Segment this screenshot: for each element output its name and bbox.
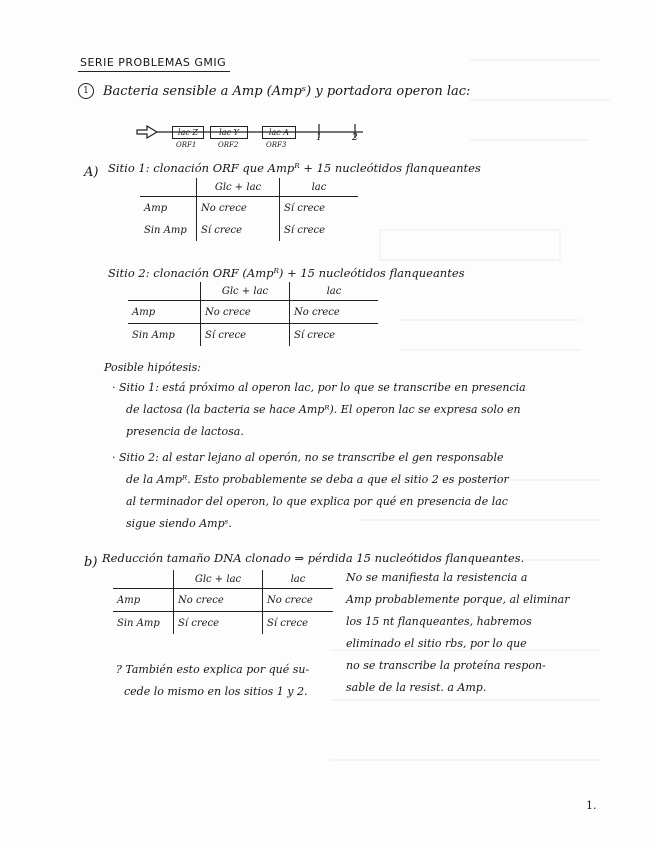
table-cell: No crece: [263, 589, 334, 612]
hyp2-line-3: al terminador del operon, lo que explica por qué en presencia de lac: [126, 495, 508, 508]
problem-number-badge: 1: [78, 83, 94, 99]
table-row: [128, 301, 378, 324]
note-line-1: ? También esto explica por qué su-: [116, 663, 310, 676]
table-row: [140, 219, 358, 241]
table-cell: Sí crece: [284, 224, 326, 236]
column-header: lac: [326, 285, 342, 297]
explanation-line-1: No se manifiesta la resistencia a: [346, 571, 528, 584]
site2-heading: Sitio 2: clonación ORF (Ampᴿ) + 15 nucleótidos flanqueantes: [108, 266, 465, 280]
gene-laca: lac A: [262, 126, 296, 139]
explanation-line-6: sable de la resist. a Amp.: [346, 681, 487, 694]
hypotheses-heading: Posible hipótesis:: [104, 361, 202, 374]
row-label: Amp: [128, 301, 201, 324]
column-header: Glc + lac: [201, 282, 290, 301]
part-a-label: A): [84, 165, 99, 180]
table-cell: No crece: [201, 301, 290, 324]
explanation-line-2: Amp probablemente porque, al eliminar: [346, 593, 570, 606]
table-cell: No crece: [290, 301, 379, 324]
gene-lacz: lac Z: [172, 126, 204, 139]
intro-text: Bacteria sensible a Amp (Ampˢ) y portadora operon lac:: [103, 84, 471, 99]
table-site2: [128, 282, 378, 346]
orf3-label: ORF3: [266, 141, 287, 149]
site-1-label: 1: [316, 133, 322, 143]
hyp2-line-2: de la Ampᴿ. Esto probablemente se deba a que el sitio 2 es posterior: [126, 473, 509, 486]
table-cell: No crece: [197, 197, 280, 220]
hyp2-line-1: · Sitio 2: al estar lejano al operón, no se transcribe el gen responsable: [112, 451, 504, 464]
explanation-line-4: eliminado el sitio rbs, por lo que: [346, 637, 527, 650]
site1-heading: Sitio 1: clonación ORF que Ampᴿ + 15 nucleótidos flanqueantes: [108, 161, 481, 175]
note-line-2: cede lo mismo en los sitios 1 y 2.: [124, 685, 308, 698]
hyp2-line-4: sigue siendo Ampˢ.: [126, 517, 232, 530]
explanation-line-5: no se transcribe la proteína respon-: [346, 659, 546, 672]
part-b-heading: Reducción tamaño DNA clonado ⇒ pérdida 15 nucleótidos flanqueantes.: [102, 551, 525, 565]
hyp1-line-2: de lactosa (la bacteria se hace Ampᴿ). El operon lac se expresa solo en: [126, 403, 521, 416]
orf1-label: ORF1: [176, 141, 197, 149]
page-title: SERIE PROBLEMAS GMIG: [80, 56, 227, 69]
column-header: lac: [290, 573, 306, 585]
table-row: [128, 324, 378, 347]
hyp1-line-1: · Sitio 1: está próximo al operon lac, por lo que se transcribe en presencia: [112, 381, 526, 394]
row-label: Amp: [140, 197, 197, 220]
explanation-line-3: los 15 nt flanqueantes, habremos: [346, 615, 532, 628]
table-cell: Sí crece: [201, 324, 290, 347]
hyp1-line-3: presencia de lactosa.: [126, 425, 244, 438]
page-number: 1.: [586, 799, 597, 812]
row-label: Sin Amp: [140, 219, 197, 241]
table-part-b: [113, 570, 333, 634]
table-cell: Sí crece: [263, 612, 334, 635]
part-b-label: b): [84, 555, 98, 570]
operon-diagram: [135, 118, 375, 152]
table-row: [140, 197, 358, 220]
row-label: Sin Amp: [113, 612, 174, 635]
table-cell: No crece: [174, 589, 263, 612]
table-row: [113, 589, 333, 612]
promoter-arrow-icon: [137, 126, 157, 138]
site-2-label: 2: [352, 133, 358, 143]
table-cell: Sí crece: [197, 219, 280, 241]
table-site1: [140, 178, 358, 241]
table-cell: Sí crece: [174, 612, 263, 635]
column-header: Glc + lac: [174, 570, 263, 589]
table-cell: Sí crece: [290, 324, 379, 347]
table-cell: Sí crece: [280, 197, 359, 220]
orf2-label: ORF2: [218, 141, 239, 149]
row-label: Amp: [113, 589, 174, 612]
title-underline: [78, 71, 230, 72]
row-label: Sin Amp: [128, 324, 201, 347]
gene-lacy: lac Y: [210, 126, 248, 139]
table-row: [113, 612, 333, 635]
column-header: lac: [311, 181, 327, 193]
column-header: Glc + lac: [197, 178, 280, 197]
